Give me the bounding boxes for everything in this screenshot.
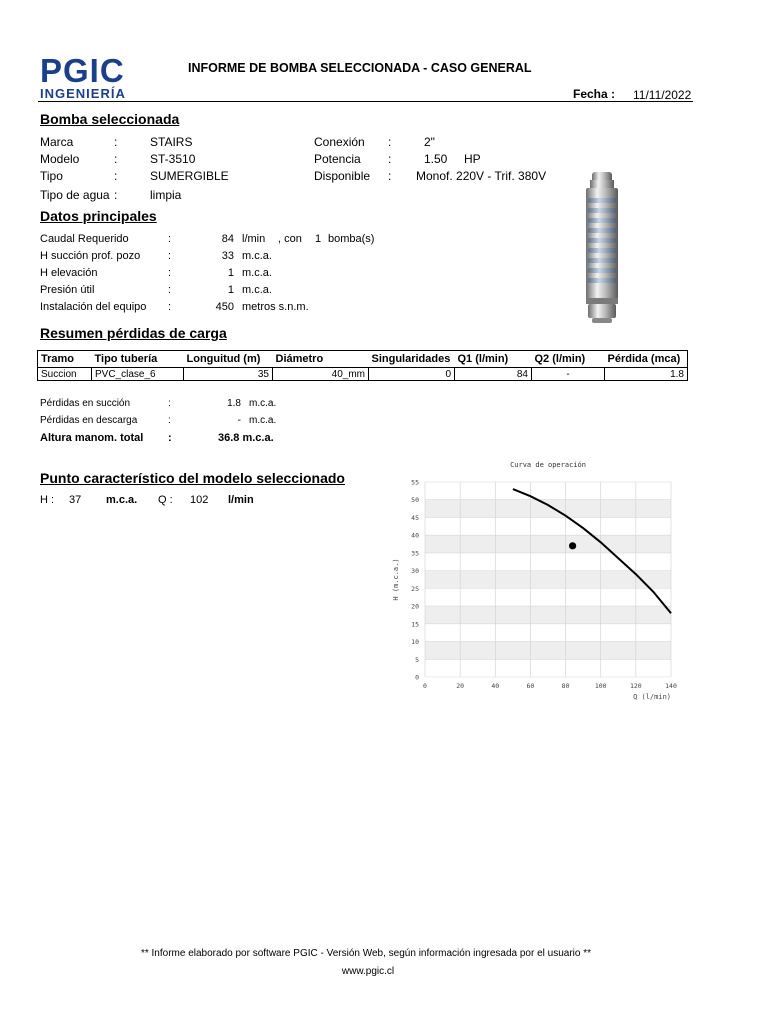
chart-grid-band	[425, 500, 671, 518]
tipo-agua-colon: :	[114, 188, 118, 202]
pump-image	[578, 168, 626, 328]
descarga-label: Pérdidas en descarga	[40, 415, 138, 426]
chart-grid-band	[425, 606, 671, 624]
datos-colon-4: :	[168, 301, 172, 313]
punto-h-value: 37	[69, 494, 82, 506]
marca-value: STAIRS	[150, 135, 193, 149]
logo-ingenieria-text: INGENIERÍA	[40, 86, 126, 101]
chart-ytick-label: 45	[411, 513, 419, 522]
company-logo	[40, 54, 126, 100]
perdidas-header-row	[38, 351, 688, 368]
datos-label-4: Instalación del equipo	[40, 301, 147, 313]
chart-title: Curva de operación	[510, 461, 586, 469]
chart-ytick-label: 40	[411, 531, 419, 540]
succion-value: 1.8	[227, 398, 241, 409]
chart-xtick-label: 20	[456, 682, 465, 690]
chart-xtick-label: 0	[423, 682, 427, 690]
chart-ytick-label: 10	[411, 638, 419, 647]
punto-q-unit: l/min	[228, 494, 254, 506]
succion-unit: m.c.a.	[249, 398, 277, 409]
cell-tramo: Succion	[38, 368, 92, 381]
potencia-unit: HP	[464, 152, 481, 166]
total-label: Altura manom. total	[40, 432, 144, 444]
fecha-value: 11/11/2022	[633, 88, 692, 102]
tipo-agua-value: limpia	[150, 188, 182, 202]
datos-label-2: H elevación	[40, 267, 98, 279]
conexion-value: 2"	[424, 135, 435, 149]
chart-grid-band	[425, 535, 671, 553]
cell-singularidades: 0	[369, 368, 455, 381]
potencia-label: Potencia	[314, 152, 361, 166]
tipo-value: SUMERGIBLE	[150, 169, 229, 183]
datos-colon-1: :	[168, 250, 172, 262]
col-header-singularidades: Singularidades	[369, 351, 455, 368]
disponible-label: Disponible	[314, 169, 371, 183]
chart-xtick-label: 100	[594, 682, 607, 690]
operation-curve-chart	[384, 455, 694, 705]
footer-note: ** Informe elaborado por software PGIC - Versión Web, según información ingresada por el usuario **	[140, 948, 592, 959]
disponible-colon: :	[388, 169, 392, 183]
cell-diametro: 40_mm	[273, 368, 369, 381]
datos-colon-3: :	[168, 284, 172, 296]
bomba-heading: Bomba seleccionada	[40, 111, 180, 127]
datos-label-1: H succión prof. pozo	[40, 250, 141, 262]
datos-unit-1: m.c.a.	[242, 250, 272, 262]
cell-longuitud: 35	[184, 368, 273, 381]
datos-con-text: , con	[278, 233, 302, 245]
modelo-label: Modelo	[40, 152, 80, 166]
col-header-longuitud: Longuitud (m)	[184, 351, 273, 368]
cell-tipo: PVC_clase_6	[92, 368, 184, 381]
datos-label-0: Caudal Requerido	[40, 233, 129, 245]
modelo-colon: :	[114, 152, 118, 166]
datos-unit-3: m.c.a.	[242, 284, 272, 296]
descarga-colon: :	[168, 415, 171, 426]
punto-q-value: 102	[190, 494, 209, 506]
chart-xtick-label: 60	[526, 682, 535, 690]
chart-xtick-label: 140	[665, 682, 677, 690]
chart-operating-point	[569, 542, 576, 549]
chart-ytick-label: 25	[411, 584, 419, 593]
col-header-diametro: Diámetro	[273, 351, 369, 368]
punto-heading: Punto característico del modelo seleccionado	[40, 470, 345, 486]
marca-colon: :	[114, 135, 118, 149]
potencia-colon: :	[388, 152, 392, 166]
chart-ytick-label: 15	[411, 620, 419, 629]
chart-ylabel: H (m.c.a.)	[392, 558, 400, 601]
cell-q2: -	[532, 368, 605, 381]
total-colon: :	[168, 432, 172, 444]
tipo-colon: :	[114, 169, 118, 183]
datos-unit-0: l/min	[242, 233, 266, 245]
cell-q1: 84	[455, 368, 532, 381]
chart-ytick-label: 0	[415, 673, 419, 682]
chart-ytick-label: 20	[411, 602, 419, 611]
punto-h-unit: m.c.a.	[106, 494, 138, 506]
cell-perdida: 1.8	[605, 368, 688, 381]
chart-ytick-label: 35	[411, 549, 419, 558]
datos-value-3: 1	[227, 284, 234, 296]
col-header-perdida: Pérdida (mca)	[605, 351, 688, 368]
datos-colon-0: :	[168, 233, 172, 245]
datos-value-4: 450	[215, 301, 234, 313]
punto-h-label: H :	[40, 494, 55, 506]
descarga-value: -	[237, 415, 241, 426]
chart-grid-band	[425, 642, 671, 660]
logo-pgic-text: PGIC	[40, 52, 125, 89]
chart-xtick-label: 120	[629, 682, 642, 690]
datos-colon-2: :	[168, 267, 172, 279]
marca-label: Marca	[40, 135, 74, 149]
header-rule	[38, 101, 693, 102]
perdidas-table	[37, 350, 688, 381]
datos-value-1: 33	[221, 250, 234, 262]
col-header-tipo: Tipo tubería	[92, 351, 184, 368]
total-value: 36.8 m.c.a.	[218, 432, 274, 444]
datos-label-3: Presión útil	[40, 284, 95, 296]
footer-url: www.pgic.cl	[341, 966, 395, 977]
succion-colon: :	[168, 398, 171, 409]
perdidas-heading: Resumen pérdidas de carga	[40, 325, 227, 341]
tipo-agua-label: Tipo de agua	[40, 188, 110, 202]
chart-ytick-label: 50	[411, 496, 419, 505]
col-header-q2: Q2 (l/min)	[532, 351, 605, 368]
modelo-value: ST-3510	[150, 152, 196, 166]
chart-ytick-label: 5	[415, 655, 419, 664]
punto-q-label: Q :	[158, 494, 173, 506]
fecha-label: Fecha :	[573, 87, 616, 101]
datos-bombas-text: bomba(s)	[328, 233, 375, 245]
chart-ytick-label: 30	[411, 567, 419, 576]
conexion-colon: :	[388, 135, 392, 149]
datos-unit-4: metros s.n.m.	[242, 301, 309, 313]
chart-xtick-label: 80	[561, 682, 570, 690]
chart-ytick-label: 55	[411, 478, 419, 487]
col-header-q1: Q1 (l/min)	[455, 351, 532, 368]
tipo-label: Tipo	[40, 169, 63, 183]
disponible-value: Monof. 220V - Trif. 380V	[416, 169, 547, 183]
potencia-value: 1.50	[424, 152, 448, 166]
conexion-label: Conexión	[314, 135, 365, 149]
table-row	[38, 368, 688, 381]
report-title: INFORME DE BOMBA SELECCIONADA - CASO GENERAL	[188, 61, 532, 75]
descarga-unit: m.c.a.	[249, 415, 277, 426]
chart-xlabel: Q (l/min)	[633, 693, 671, 701]
succion-label: Pérdidas en succión	[40, 398, 131, 409]
datos-unit-2: m.c.a.	[242, 267, 272, 279]
datos-heading: Datos principales	[40, 208, 157, 224]
chart-xtick-label: 40	[491, 682, 500, 690]
col-header-tramo: Tramo	[38, 351, 92, 368]
datos-value-0: 84	[221, 233, 234, 245]
datos-bombas-count: 1	[315, 233, 322, 245]
datos-value-2: 1	[227, 267, 234, 279]
